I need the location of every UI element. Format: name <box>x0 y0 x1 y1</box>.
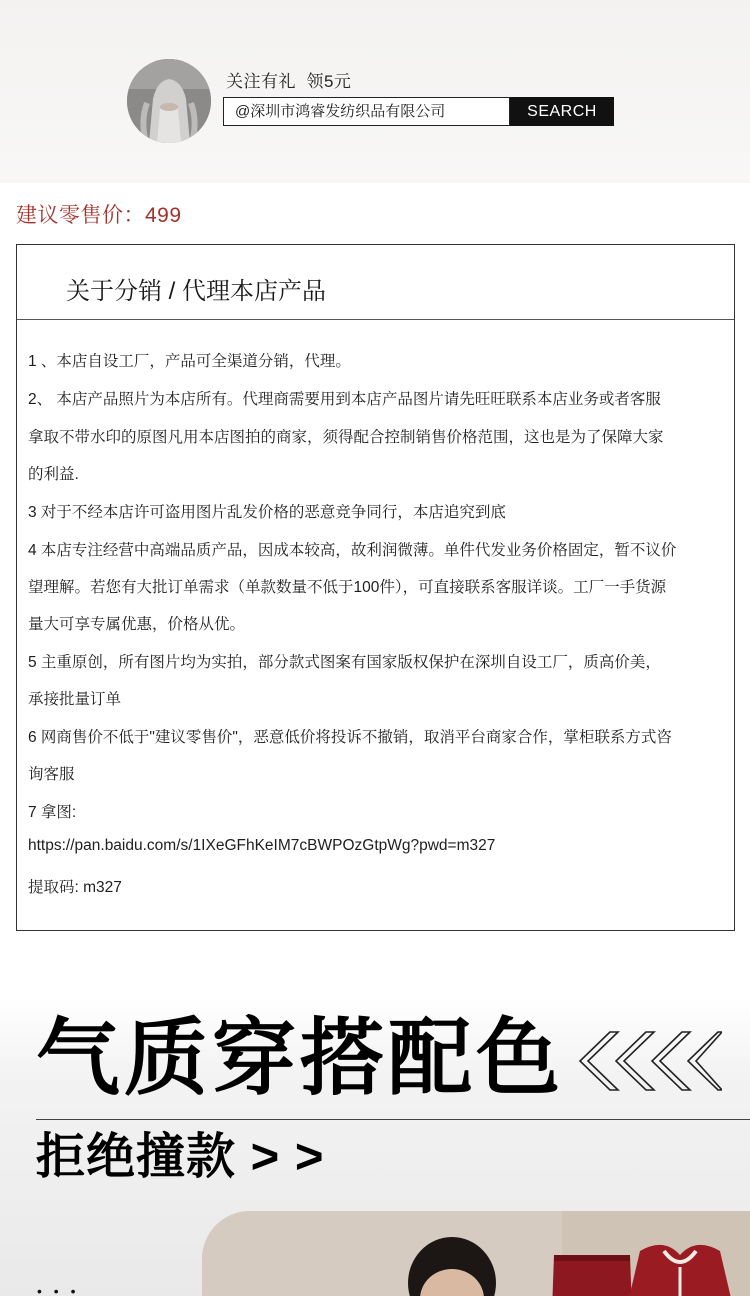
shop-header <box>0 0 750 183</box>
promo-title: 气质穿搭配色 <box>36 1011 565 1105</box>
notice-line: 望理解。若您有大批订单需求（单款数量不低于100件），可直接联系客服详谈。工厂一手货源 <box>28 579 667 596</box>
product-photo[interactable] <box>202 1211 750 1296</box>
notice-line: 7 拿图: <box>28 804 77 821</box>
notice-line: 询客服 <box>28 766 75 783</box>
notice-line: 6 网商售价不低于"建议零售价"，恶意低价将投诉不撤销，取消平台商家合作，掌柜联系方式咨 <box>28 729 672 746</box>
promo-divider <box>36 1119 750 1120</box>
extraction-code: 提取码: m327 <box>28 879 122 896</box>
shop-avatar[interactable] <box>127 59 211 143</box>
distribution-notice <box>16 244 735 931</box>
notice-line: 3 对于不经本店许可盗用图片乱发价格的恶意竞争同行，本店追究到底 <box>28 504 506 521</box>
notice-title: 关于分销 / 代理本店产品 <box>66 278 327 305</box>
suggested-retail-price: 建议零售价：499 <box>16 204 182 227</box>
decorative-dots: • • • <box>37 1283 80 1296</box>
shop-search-input[interactable]: @深圳市鸿睿发纺织品有限公司 <box>223 97 510 126</box>
download-link[interactable]: https://pan.baidu.com/s/1IXeGFhKeIM7cBWPOzGtpWg?pwd=m327 <box>28 837 496 854</box>
notice-line: 承接批量订单 <box>28 691 122 708</box>
notice-line: 5 主重原创，所有图片均为实拍，部分款式图案有国家版权保护在深圳自设工厂，质高价美， <box>28 654 661 671</box>
promo-subtitle: 拒绝撞款 > > <box>36 1130 325 1184</box>
follow-reward-text[interactable]: 关注有礼 领5元 <box>226 72 352 91</box>
notice-line: 4 本店专注经营中高端品质产品，因成本较高，故利润微薄。单件代发业务价格固定，暂不议价 <box>28 542 677 559</box>
notice-line: 量大可享专属优惠，价格从优。 <box>28 616 246 633</box>
chevrons-left-icon <box>576 1030 722 1092</box>
notice-line: 的利益. <box>28 466 79 483</box>
notice-line: 1 、本店自设工厂，产品可全渠道分销，代理。 <box>28 353 351 370</box>
avatar-photo-icon <box>127 59 211 143</box>
model-photo-icon <box>202 1211 750 1296</box>
notice-divider <box>17 319 734 320</box>
search-button[interactable]: SEARCH <box>510 97 614 126</box>
notice-line: 拿取不带水印的原图凡用本店图拍的商家，须得配合控制销售价格范围，这也是为了保障大家 <box>28 429 664 446</box>
notice-line: 2、 本店产品照片为本店所有。代理商需要用到本店产品图片请先旺旺联系本店业务或者客服 <box>28 391 661 408</box>
